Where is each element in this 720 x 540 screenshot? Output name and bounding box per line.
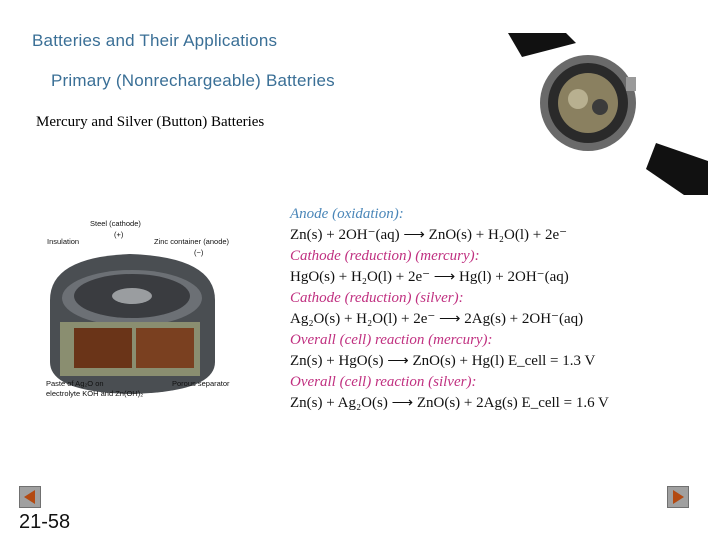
- cathode-silver-equation: Ag₂O(s) + H₂O(l) + 2e⁻ ⟶ 2Ag(s) + 2OH⁻(aq): [290, 311, 584, 327]
- section-heading: Mercury and Silver (Button) Batteries: [36, 114, 265, 130]
- paste-label-line1: Paste of Ag₂O on: [46, 379, 104, 388]
- paste-label-line2: electrolyte KOH and Zn(OH)₂: [46, 389, 144, 398]
- slide-number: 21-58: [19, 511, 71, 533]
- cathode-mercury-equation: HgO(s) + H₂O(l) + 2e⁻ ⟶ Hg(l) + 2OH⁻(aq): [290, 269, 569, 285]
- minus-terminal-label: (−): [194, 248, 204, 257]
- next-slide-button[interactable]: [667, 486, 689, 508]
- slide-title: Batteries and Their Applications: [32, 31, 278, 50]
- zinc-anode-label: Zinc container (anode): [154, 237, 230, 246]
- steel-cathode-label: Steel (cathode): [90, 219, 141, 228]
- triangle-right-icon: [668, 487, 688, 507]
- button-battery-diagram: [40, 212, 290, 410]
- slide-subtitle: Primary (Nonrechargeable) Batteries: [51, 71, 335, 90]
- overall-mercury-heading: Overall (cell) reaction (mercury):: [290, 332, 493, 348]
- reaction-equations: [290, 204, 710, 414]
- previous-slide-button[interactable]: [19, 486, 41, 508]
- overall-silver-heading: Overall (cell) reaction (silver):: [290, 374, 477, 390]
- triangle-left-icon: [20, 487, 40, 507]
- overall-mercury-equation: Zn(s) + HgO(s) ⟶ ZnO(s) + Hg(l) E_cell = 1.3 V: [290, 353, 596, 369]
- separator-label: Porous separator: [172, 379, 230, 388]
- anode-heading: Anode (oxidation):: [290, 206, 404, 222]
- cathode-silver-heading: Cathode (reduction) (silver):: [290, 290, 464, 306]
- cathode-mercury-heading: Cathode (reduction) (mercury):: [290, 248, 480, 264]
- plus-terminal-label: (+): [114, 230, 124, 239]
- insulation-label: Insulation: [47, 237, 80, 246]
- watch-image: [506, 33, 708, 195]
- anode-equation: Zn(s) + 2OH⁻(aq) ⟶ ZnO(s) + H₂O(l) + 2e⁻: [290, 227, 568, 243]
- overall-silver-equation: Zn(s) + Ag₂O(s) ⟶ ZnO(s) + 2Ag(s) E_cell = 1.6 V: [290, 395, 609, 411]
